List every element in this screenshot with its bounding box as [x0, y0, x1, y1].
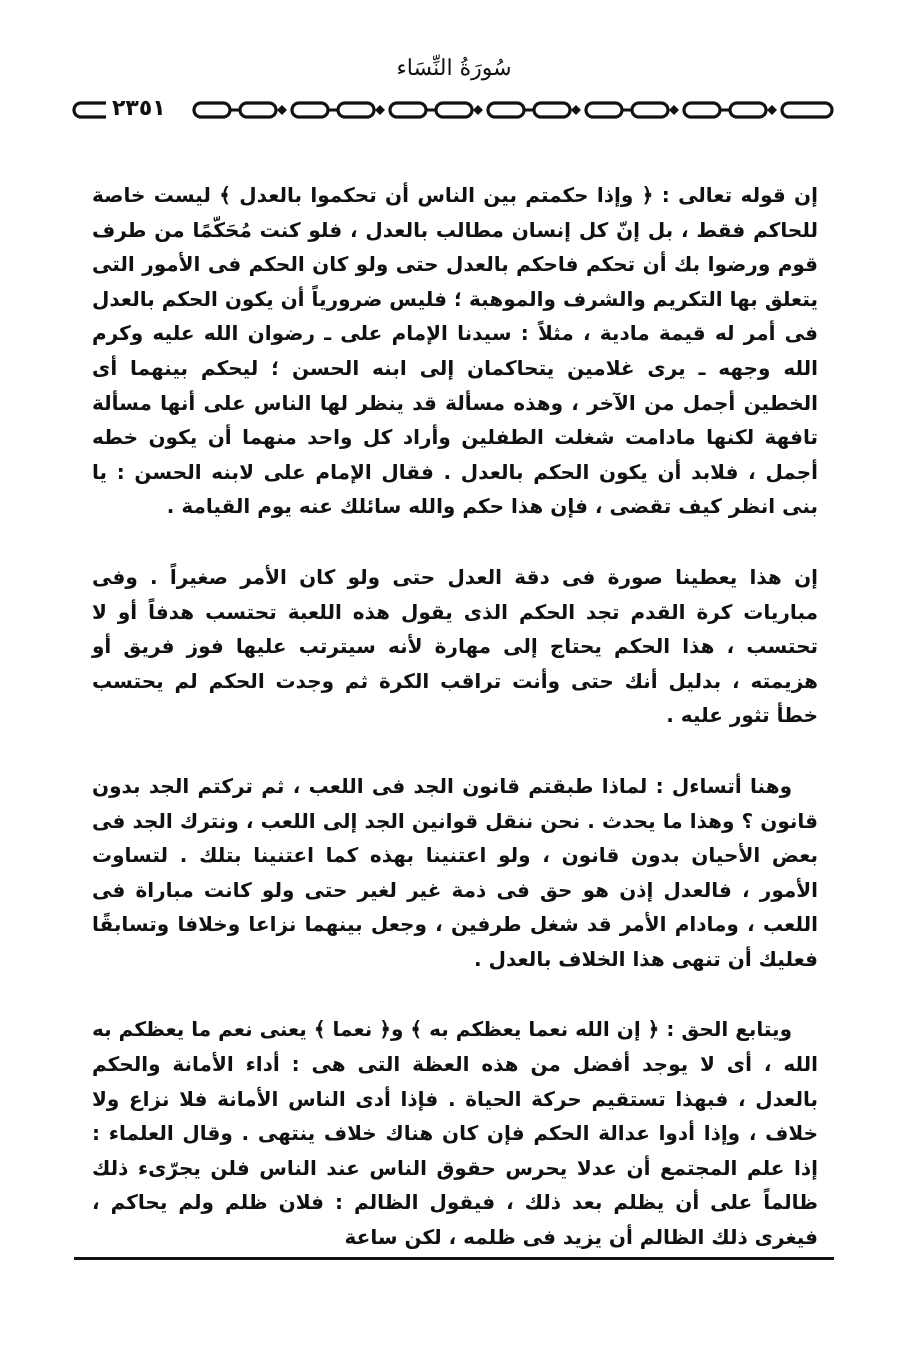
- page-number: ٢٣٥١: [106, 96, 172, 122]
- page-header: [70, 56, 838, 126]
- ornamental-chain-divider: [70, 98, 838, 122]
- surah-title: سُورَةُ النِّسَاء: [396, 56, 512, 81]
- paragraph-1: إن قوله تعالى : ﴿ وإذا حكمتم بين الناس أن تحكموا بالعدل ﴾ ليست خاصة للحاكم فقط ، بل إنّ كل إنسان مطالب بالعدل ، فلو كنت مُحَكّمًا من طرف قوم ورضوا بك أن تحكم فاحكم بالعدل حتى ولو كان الحكم فى الأمور التى يتعلق بها التكريم والشرف والموهبة ؛ فليس ضرورياً أن يكون الحكم بالعدل فى أمر له قيمة مادية ، مثلاً : سيدنا الإمام على ـ رضوان الله عليه وكرم الله وجهه ـ يرى غلامين يتحاكمان إلى ابنه الحسن ؛ ليحكم بينهما أى الخطين أجمل من الآخر ، وهذه مسألة قد ينظر لها الناس على أنها مسألة تافهة لكنها مادامت شغلت الطفلين وأراد كل واحد منهما أن يكون خطه أجمل ، فلابد أن يكون الحكم بالعدل . فقال الإمام على لابنه الحسن : يا بنى انظر كيف تقضى ، فإن هذا حكم والله سائلك عنه يوم القيامة .: [92, 183, 818, 519]
- footer-rule: [74, 1257, 834, 1260]
- paragraph-3: وهنا أتساءل : لماذا طبقتم قانون الجد فى اللعب ، ثم تركتم الجد بدون قانون ؟ وهذا ما يحدث . نحن ننقل قوانين الجد إلى اللعب ، ونترك الجد فى بعض الأحيان بدون قانون ، ولو اعتنينا بهذه كما اعتنينا بتلك . لتساوت الأمور ، فالعدل إذن هو حق فى ذمة غير لغير حتى ولو كانت مباراة فى اللعب ، ومادام الأمر قد شغل طرفين ، وجعل بينهما نزاعا وخلافا وتسابقًا فعليك أن تنهى هذا الخلاف بالعدل .: [92, 773, 818, 971]
- paragraph-4: ويتابع الحق : ﴿ إن الله نعما يعظكم به ﴾ و﴿ نعما ﴾ يعنى نعم ما يعظكم به الله ، أى لا يوجد أفضل من هذه العظة التى هى : أداء الأمانة والحكم بالعدل ، فبهذا تستقيم حركة الحياة . فإذا أدى الناس الأمانة فلا نزاع ولا خلاف ، وإذا أدوا عدالة الحكم فإن كان هناك خلاف ينتهى . وقال العلماء : إذا علم المجتمع أن عدلا يحرس حقوق الناس عند الناس فلن يجرّىء ذلك ظالماً على أن يظلم بعد ذلك ، فيقول الظالم : فلان ظلم ولم يحاكم ، فيغرى ذلك الظالم أن يزيد فى ظلمه ، لكن ساعة: [92, 1017, 818, 1250]
- page-body: [92, 178, 818, 1291]
- paragraph-2: إن هذا يعطينا صورة فى دقة العدل حتى ولو كان الأمر صغيراً . وفى مباريات كرة القدم تجد الحكم الذى يقول هذه اللعبة تحتسب هدفاً أو لا تحتسب ، هذا الحكم يحتاج إلى مهارة لأنه سيترتب عليها فوز فريق أو هزيمته ، بدليل أنك حتى وأنت تراقب الكرة ثم وجدت الحكم لم يحتسب خطأ تثور عليه .: [92, 564, 818, 728]
